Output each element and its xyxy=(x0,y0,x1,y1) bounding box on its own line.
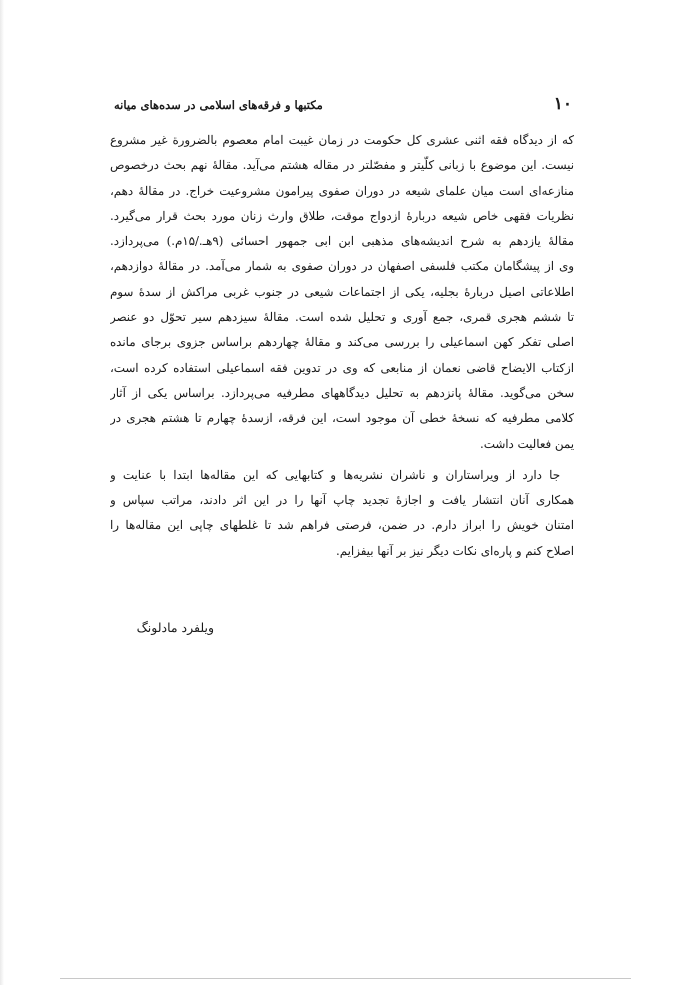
author-signature: ویلفرد مادلونگ xyxy=(136,620,214,635)
text-line: امتنان خویش را ابراز دارم. در ضمن، فرصتی فراهم شد تا غلطهای چاپی این مقاله‌ها را xyxy=(110,518,574,533)
text-line: وی از پیشگامان مکتب فلسفی اصفهان در دوران صفوی به شمار می‌آمد. در مقالهٔ دوازدهم، xyxy=(110,259,574,274)
page-header xyxy=(114,96,572,118)
text-line: اصلی تفکر کهن اسماعیلی را بررسی می‌کند و مقالهٔ چهاردهم براساس جزوی برجای مانده xyxy=(110,335,574,350)
paragraph-acknowledgement xyxy=(110,463,574,564)
text-line: اصلاح کنم و پاره‌ای نکات دیگر نیز بر آنها بیفزایم. xyxy=(336,543,574,558)
bottom-divider xyxy=(60,978,631,979)
text-line: همکاری آنان انتشار یافت و اجازهٔ تجدید چاپ آنها را در این اثر دادند، مراتب سپاس و xyxy=(110,493,574,508)
body-text xyxy=(110,128,574,564)
page-number: ١٠ xyxy=(553,94,572,114)
page-edge-shadow xyxy=(0,0,4,985)
text-line: منازعه‌ای است میان علمای شیعه در دوران صفوی پیرامون مشروعیت خراج. در مقالهٔ دهم، xyxy=(110,183,574,198)
text-line: که از دیدگاه فقه اثنی عشری کل حکومت در زمان غیبت امام معصوم بالضرورة غیر مشروع xyxy=(110,133,574,147)
text-line: اطلاعاتی اصیل دربارهٔ بجلیه، یکی از اجتماعات شیعی در جنوب غربی مراکش از سدهٔ سوم xyxy=(110,284,574,299)
paragraph-summary xyxy=(110,128,574,457)
text-line: نظریات فقهی خاص شیعه دربارهٔ ازدواج موقت، طلاق وارث زنان مورد بحث قرار می‌گیرد. xyxy=(110,208,574,223)
text-line: سخن می‌گوید. مقالهٔ پانزدهم به تحلیل دیدگاههای مطرفیه می‌پردازد. براساس یکی از آثار xyxy=(110,385,574,400)
text-line: نیست. این موضوع با زبانی کلّیتر و مفصّلتر در مقاله هشتم می‌آید. مقالهٔ نهم بحث درخصوص xyxy=(110,158,574,173)
text-line: یمن فعالیت داشت. xyxy=(480,436,574,451)
text-line: مقالهٔ یازدهم به شرح اندیشه‌های مذهبی ابن ابی جمهور احسائی (۹هـ./۱۵م.) می‌پردازد. xyxy=(110,234,574,249)
text-line: کلامی مطرفیه که نسخهٔ خطی آن موجود است، این فرقه، ازسدهٔ چهارم تا هشتم هجری در xyxy=(110,411,574,426)
text-line: جا دارد از ویراستاران و ناشران نشریه‌ها و کتابهایی که این مقاله‌ها ابتدا با عنایت و xyxy=(110,467,560,482)
running-title: مکتبها و فرقه‌های اسلامی در سده‌های میانه xyxy=(114,98,323,112)
text-line: ازکتاب الایضاح قاضی نعمان از منابعی که وی در تدوین فقه اسماعیلی استفاده کرده است، xyxy=(110,360,574,375)
text-line: تا ششم هجری قمری، جمع آوری و تحلیل شده است. مقالهٔ سیزدهم سیر تحوّل دو عنصر xyxy=(110,310,574,325)
